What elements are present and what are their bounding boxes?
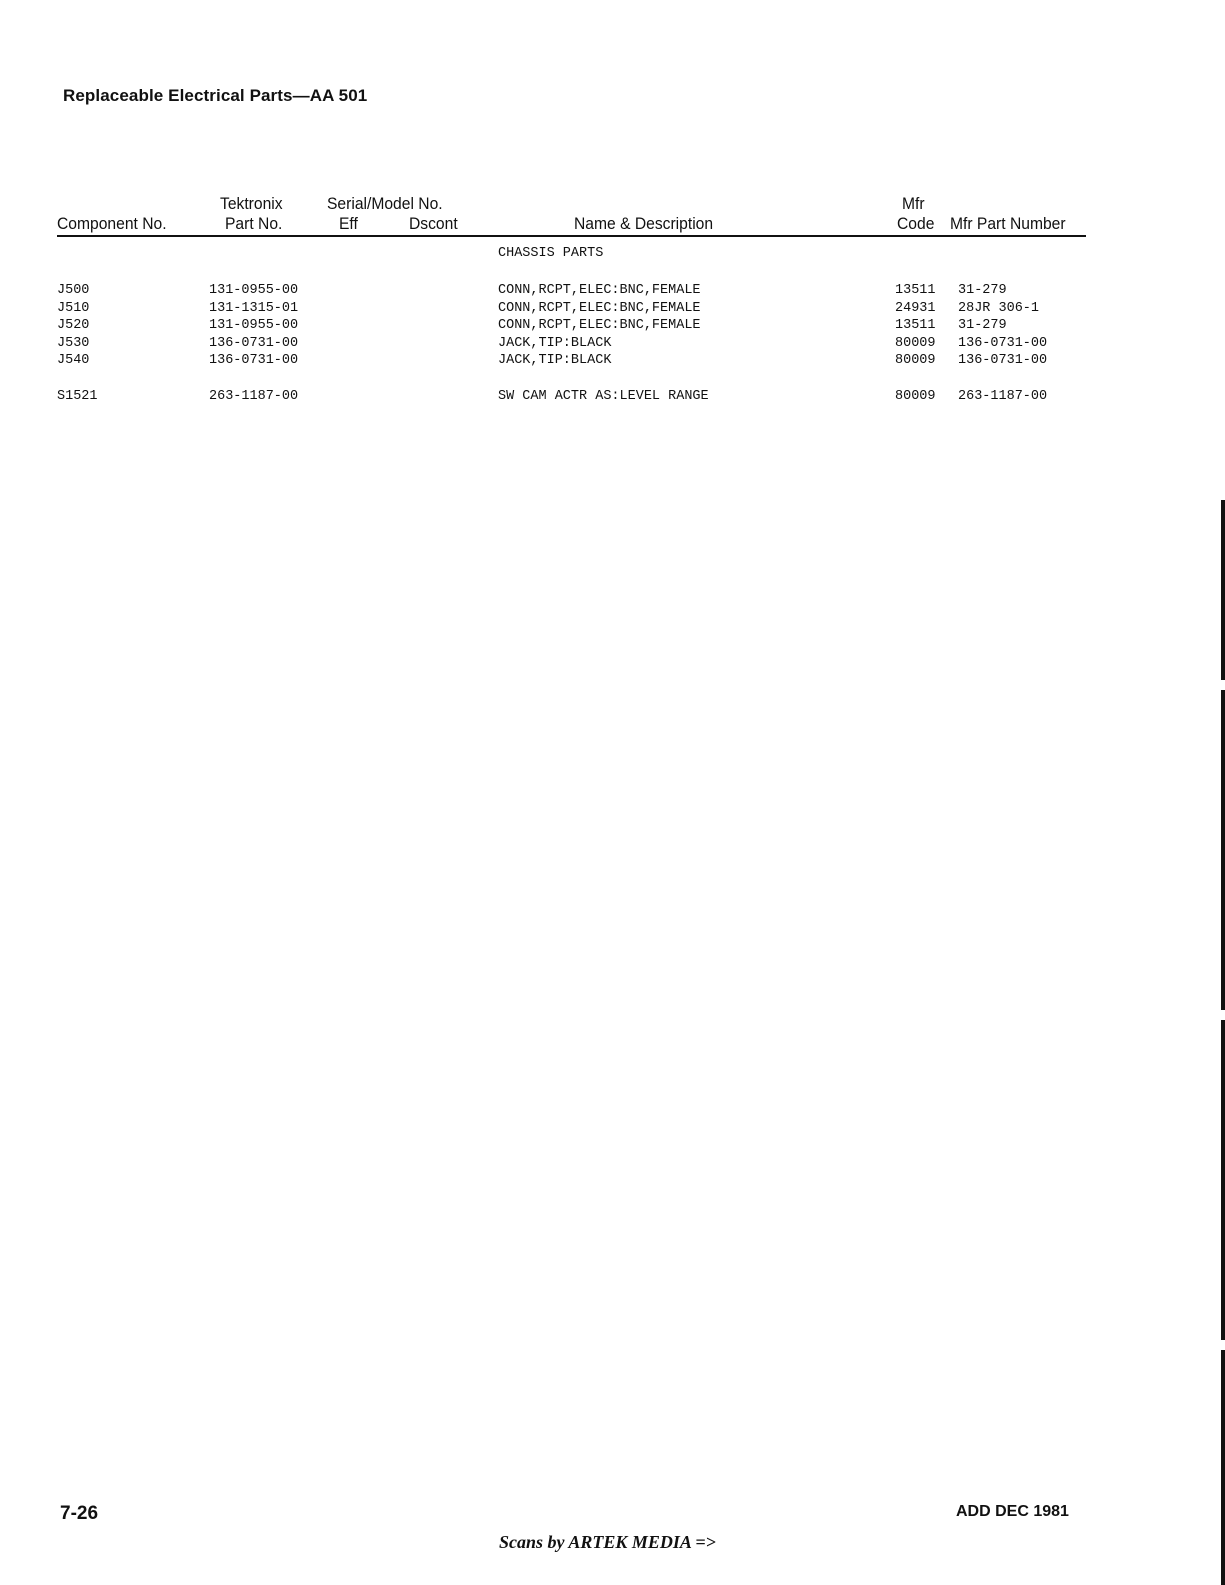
cell-mfr-part: 31-279 bbox=[958, 283, 1007, 298]
cell-mfr-part: 31-279 bbox=[958, 318, 1007, 333]
cell-part-no: 136-0731-00 bbox=[209, 353, 299, 368]
scan-credit: Scans by ARTEK MEDIA => bbox=[499, 1532, 716, 1552]
cell-mfr-code: 80009 bbox=[895, 389, 936, 404]
cell-mfr-code: 13511 bbox=[895, 318, 936, 333]
cell-component: J530 bbox=[57, 336, 90, 351]
cell-mfr-part: 263-1187-00 bbox=[958, 389, 1048, 404]
cell-component: J500 bbox=[57, 283, 90, 298]
cell-component: S1521 bbox=[57, 389, 98, 404]
header-serial-model: Serial/Model No. bbox=[327, 194, 443, 213]
page-title: Replaceable Electrical Parts—AA 501 bbox=[63, 86, 368, 105]
cell-description: SW CAM ACTR AS:LEVEL RANGE bbox=[498, 389, 709, 404]
cell-mfr-code: 80009 bbox=[895, 336, 936, 351]
cell-part-no: 263-1187-00 bbox=[209, 389, 299, 404]
cell-part-no: 131-0955-00 bbox=[209, 318, 299, 333]
cell-description: CONN,RCPT,ELEC:BNC,FEMALE bbox=[498, 301, 701, 316]
section-heading: CHASSIS PARTS bbox=[498, 246, 604, 261]
cell-mfr-part: 28JR 306-1 bbox=[958, 301, 1040, 316]
header-dscont: Dscont bbox=[409, 214, 458, 233]
header-part-no: Part No. bbox=[225, 214, 283, 233]
table-row bbox=[0, 336, 1225, 354]
scan-edge-mark bbox=[1221, 690, 1225, 1010]
cell-mfr-part: 136-0731-00 bbox=[958, 336, 1048, 351]
cell-mfr-part: 136-0731-00 bbox=[958, 353, 1048, 368]
cell-part-no: 131-0955-00 bbox=[209, 283, 299, 298]
scan-edge-mark bbox=[1221, 1350, 1225, 1585]
header-rule bbox=[57, 235, 1086, 237]
header-name-description: Name & Description bbox=[574, 214, 714, 233]
cell-part-no: 131-1315-01 bbox=[209, 301, 299, 316]
header-tektronix: Tektronix bbox=[220, 194, 283, 213]
cell-description: JACK,TIP:BLACK bbox=[498, 353, 612, 368]
cell-description: JACK,TIP:BLACK bbox=[498, 336, 612, 351]
header-component-no: Component No. bbox=[57, 214, 167, 233]
cell-mfr-code: 13511 bbox=[895, 283, 936, 298]
page-number: 7-26 bbox=[60, 1503, 99, 1524]
header-mfr-part-number: Mfr Part Number bbox=[950, 214, 1066, 233]
scan-edge-mark bbox=[1221, 1020, 1225, 1340]
table-row bbox=[0, 389, 1225, 407]
cell-part-no: 136-0731-00 bbox=[209, 336, 299, 351]
cell-component: J510 bbox=[57, 301, 90, 316]
table-row bbox=[0, 301, 1225, 319]
header-mfr: Mfr bbox=[902, 194, 925, 213]
cell-component: J520 bbox=[57, 318, 90, 333]
cell-mfr-code: 80009 bbox=[895, 353, 936, 368]
cell-description: CONN,RCPT,ELEC:BNC,FEMALE bbox=[498, 318, 701, 333]
header-eff: Eff bbox=[339, 214, 358, 233]
header-code: Code bbox=[897, 214, 935, 233]
scan-edge-mark bbox=[1221, 500, 1225, 680]
table-row bbox=[0, 283, 1225, 301]
cell-description: CONN,RCPT,ELEC:BNC,FEMALE bbox=[498, 283, 701, 298]
revision-date: ADD DEC 1981 bbox=[956, 1503, 1069, 1520]
table-row bbox=[0, 353, 1225, 371]
table-row bbox=[0, 318, 1225, 336]
cell-mfr-code: 24931 bbox=[895, 301, 936, 316]
cell-component: J540 bbox=[57, 353, 90, 368]
